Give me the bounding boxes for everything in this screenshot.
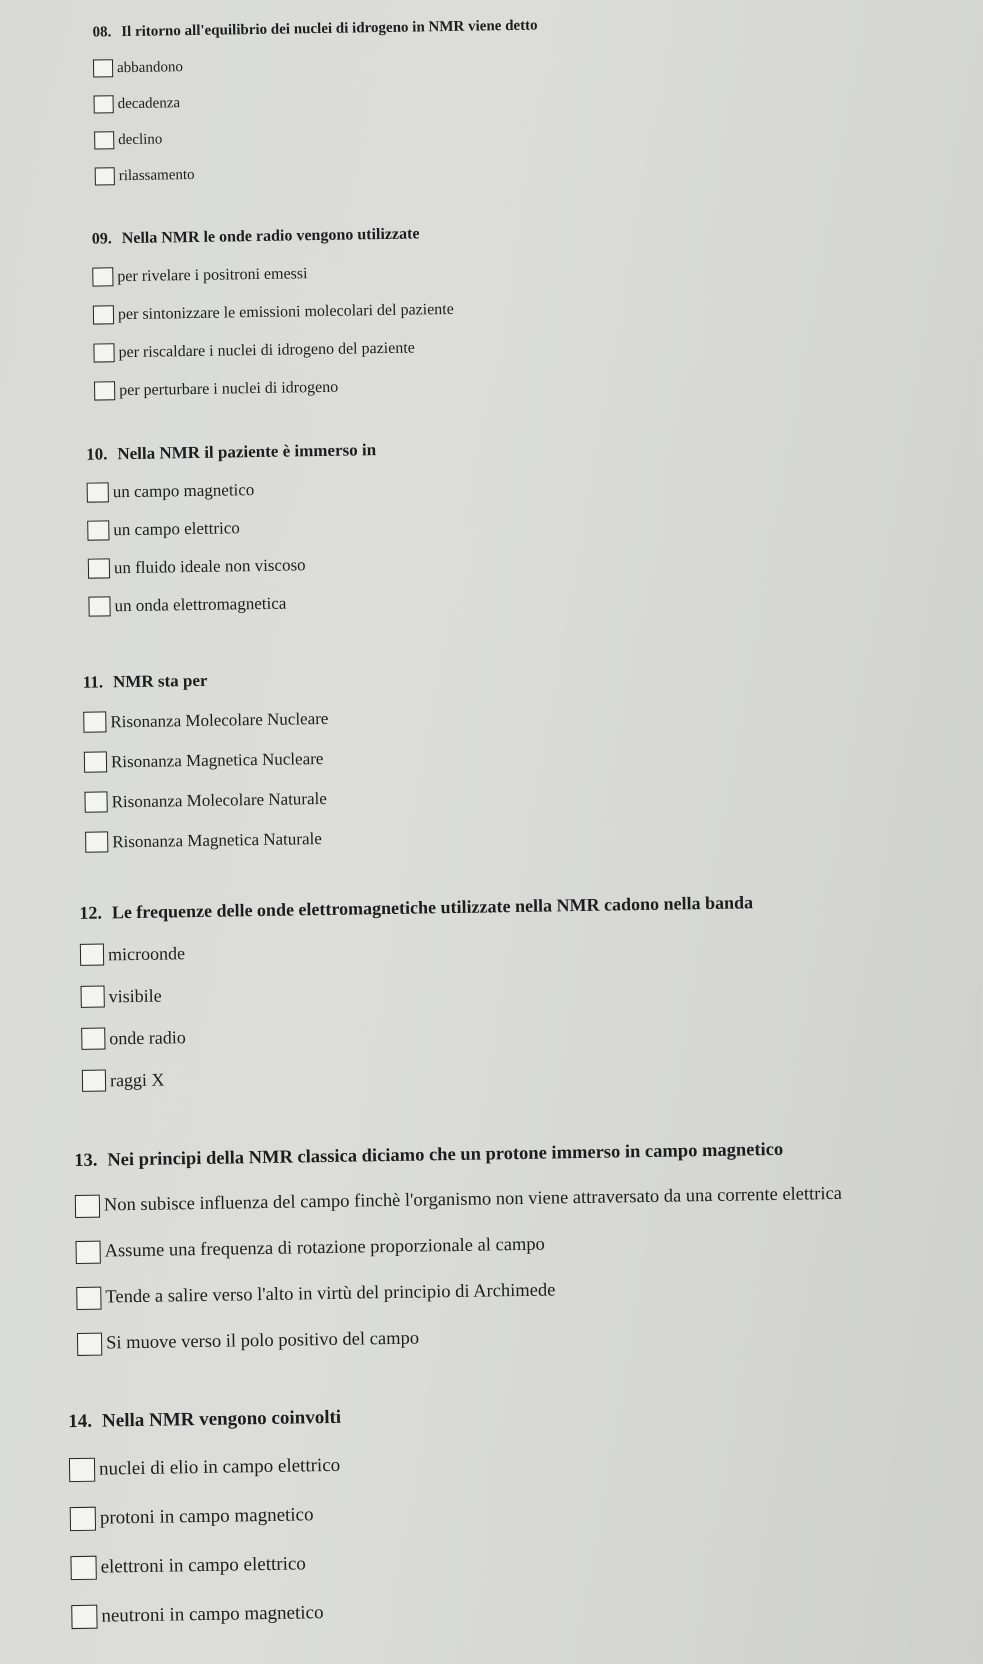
answer-checkbox[interactable] (93, 305, 114, 324)
answer-checkbox[interactable] (71, 1605, 97, 1629)
answer-option[interactable] (84, 788, 329, 813)
answer-option[interactable] (93, 53, 538, 78)
answer-option[interactable] (81, 1017, 755, 1050)
answer-option[interactable] (94, 376, 455, 401)
question-text: Nella NMR vengono coinvolti (101, 1406, 342, 1432)
answer-option[interactable] (80, 975, 754, 1008)
answer-checkbox[interactable] (84, 751, 107, 772)
answer-checkbox[interactable] (83, 711, 106, 732)
answer-label: neutroni in campo magnetico (101, 1602, 324, 1627)
question-text: NMR sta per (112, 670, 208, 692)
answer-option[interactable] (87, 516, 377, 541)
answer-option[interactable] (83, 708, 328, 733)
answer-checkbox[interactable] (80, 985, 104, 1007)
answer-option[interactable] (93, 300, 454, 325)
question-09 (92, 225, 456, 401)
answer-checkbox[interactable] (87, 520, 109, 540)
question-number: 09. (91, 230, 112, 248)
answer-checkbox[interactable] (76, 1287, 101, 1310)
answer-option[interactable] (95, 161, 540, 186)
answer-label: Non subisce influenza del campo finchè l'organismo non viene attraversato da una corrente elettrica (103, 1183, 843, 1216)
question-title (86, 440, 376, 465)
answer-label: microonde (107, 942, 186, 964)
answer-label: per sintonizzare le emissioni molecolari del paziente (117, 300, 454, 323)
answer-option[interactable] (87, 478, 377, 503)
answer-label: un onda elettromagnetica (114, 593, 287, 616)
answer-checkbox[interactable] (88, 596, 110, 616)
question-text: Nella NMR il paziente è immerso in (117, 440, 377, 464)
question-number: 13. (74, 1150, 98, 1171)
question-title (68, 1407, 341, 1433)
answer-label: per rivelare i positroni emessi (117, 264, 308, 285)
answer-label: nuclei di elio in campo elettrico (98, 1454, 341, 1480)
answer-checkbox[interactable] (70, 1507, 96, 1531)
question-number: 14. (68, 1410, 93, 1433)
question-title (74, 1139, 841, 1172)
answer-label: per riscaldare i nuclei di idrogeno del paziente (118, 339, 415, 361)
question-11 (83, 669, 331, 853)
answer-label: un campo magnetico (112, 480, 255, 502)
answer-label: per perturbare i nuclei di idrogeno (119, 378, 339, 399)
answer-option[interactable] (94, 89, 539, 114)
answer-checkbox[interactable] (94, 131, 114, 149)
question-14 (68, 1407, 344, 1629)
answer-label: Assume una frequenza di rotazione proporzionale al campo (104, 1234, 546, 1262)
answer-label: declino (118, 130, 163, 148)
answer-checkbox[interactable] (85, 831, 108, 852)
answer-checkbox[interactable] (92, 267, 113, 286)
answer-label: onde radio (109, 1026, 186, 1048)
answer-checkbox[interactable] (88, 558, 110, 578)
answer-checkbox[interactable] (81, 1027, 105, 1049)
answer-label: rilassamento (118, 166, 195, 184)
question-title (79, 892, 753, 924)
answer-option[interactable] (80, 933, 754, 966)
answer-checkbox[interactable] (93, 59, 113, 77)
answer-checkbox[interactable] (94, 95, 114, 113)
answer-checkbox[interactable] (80, 943, 104, 965)
answer-label: abbandono (116, 58, 184, 76)
answer-label: Si muove verso il polo positivo del campo (105, 1328, 420, 1354)
question-number: 10. (85, 444, 108, 464)
question-number: 12. (79, 902, 103, 923)
question-title (92, 225, 453, 249)
answer-option[interactable] (71, 1601, 344, 1629)
answer-label: un fluido ideale non viscoso (113, 555, 306, 578)
question-13 (74, 1139, 844, 1356)
answer-label: protoni in campo magnetico (99, 1504, 314, 1529)
answer-label: decadenza (117, 94, 181, 112)
answer-option[interactable] (76, 1229, 843, 1264)
question-08 (92, 18, 540, 186)
question-10 (86, 440, 379, 617)
answer-option[interactable] (88, 592, 378, 617)
answer-option[interactable] (82, 1059, 756, 1092)
question-text: Le frequenze delle onde elettromagnetiche utilizzate nella NMR cadono nella banda (111, 892, 754, 923)
question-number: 08. (92, 24, 112, 41)
answer-option[interactable] (84, 748, 329, 773)
question-12 (79, 892, 756, 1092)
answer-checkbox[interactable] (93, 343, 114, 362)
answer-label: Risonanza Magnetica Nucleare (110, 748, 324, 771)
answer-checkbox[interactable] (82, 1069, 106, 1091)
answer-option[interactable] (69, 1454, 342, 1482)
question-text: Il ritorno all'equilibrio dei nuclei di idrogeno in NMR viene detto (121, 17, 538, 41)
answer-label: un campo elettrico (113, 518, 240, 540)
answer-option[interactable] (92, 262, 453, 287)
answer-label: visibile (108, 985, 162, 1006)
question-text: Nella NMR le onde radio vengono utilizzate (121, 225, 420, 248)
answer-option[interactable] (70, 1552, 343, 1580)
answer-checkbox[interactable] (94, 381, 115, 400)
question-title (92, 18, 537, 42)
answer-option[interactable] (75, 1183, 842, 1218)
question-number: 11. (82, 672, 104, 692)
answer-label: elettroni in campo elettrico (100, 1553, 307, 1578)
answer-checkbox[interactable] (76, 1241, 101, 1264)
answer-label: Risonanza Molecolare Nucleare (110, 708, 329, 731)
answer-label: raggi X (109, 1069, 165, 1090)
answer-option[interactable] (70, 1503, 343, 1531)
answer-option[interactable] (76, 1275, 843, 1310)
answer-checkbox[interactable] (95, 167, 115, 185)
answer-option[interactable] (93, 338, 454, 363)
answer-option[interactable] (77, 1321, 844, 1356)
answer-option[interactable] (94, 125, 539, 150)
answer-checkbox[interactable] (70, 1556, 96, 1580)
answer-checkbox[interactable] (77, 1333, 102, 1356)
answer-checkbox[interactable] (75, 1195, 100, 1218)
answer-checkbox[interactable] (87, 482, 109, 502)
answer-label: Risonanza Molecolare Naturale (111, 788, 327, 811)
answer-label: Risonanza Magnetica Naturale (112, 828, 322, 851)
question-title (83, 669, 328, 693)
answer-checkbox[interactable] (69, 1458, 95, 1482)
answer-checkbox[interactable] (84, 791, 107, 812)
answer-option[interactable] (85, 828, 330, 853)
answer-option[interactable] (88, 554, 378, 579)
question-text: Nei principi della NMR classica diciamo che un protone immerso in campo magnetico (107, 1139, 784, 1171)
answer-label: Tende a salire verso l'alto in virtù del principio di Archimede (105, 1280, 556, 1308)
